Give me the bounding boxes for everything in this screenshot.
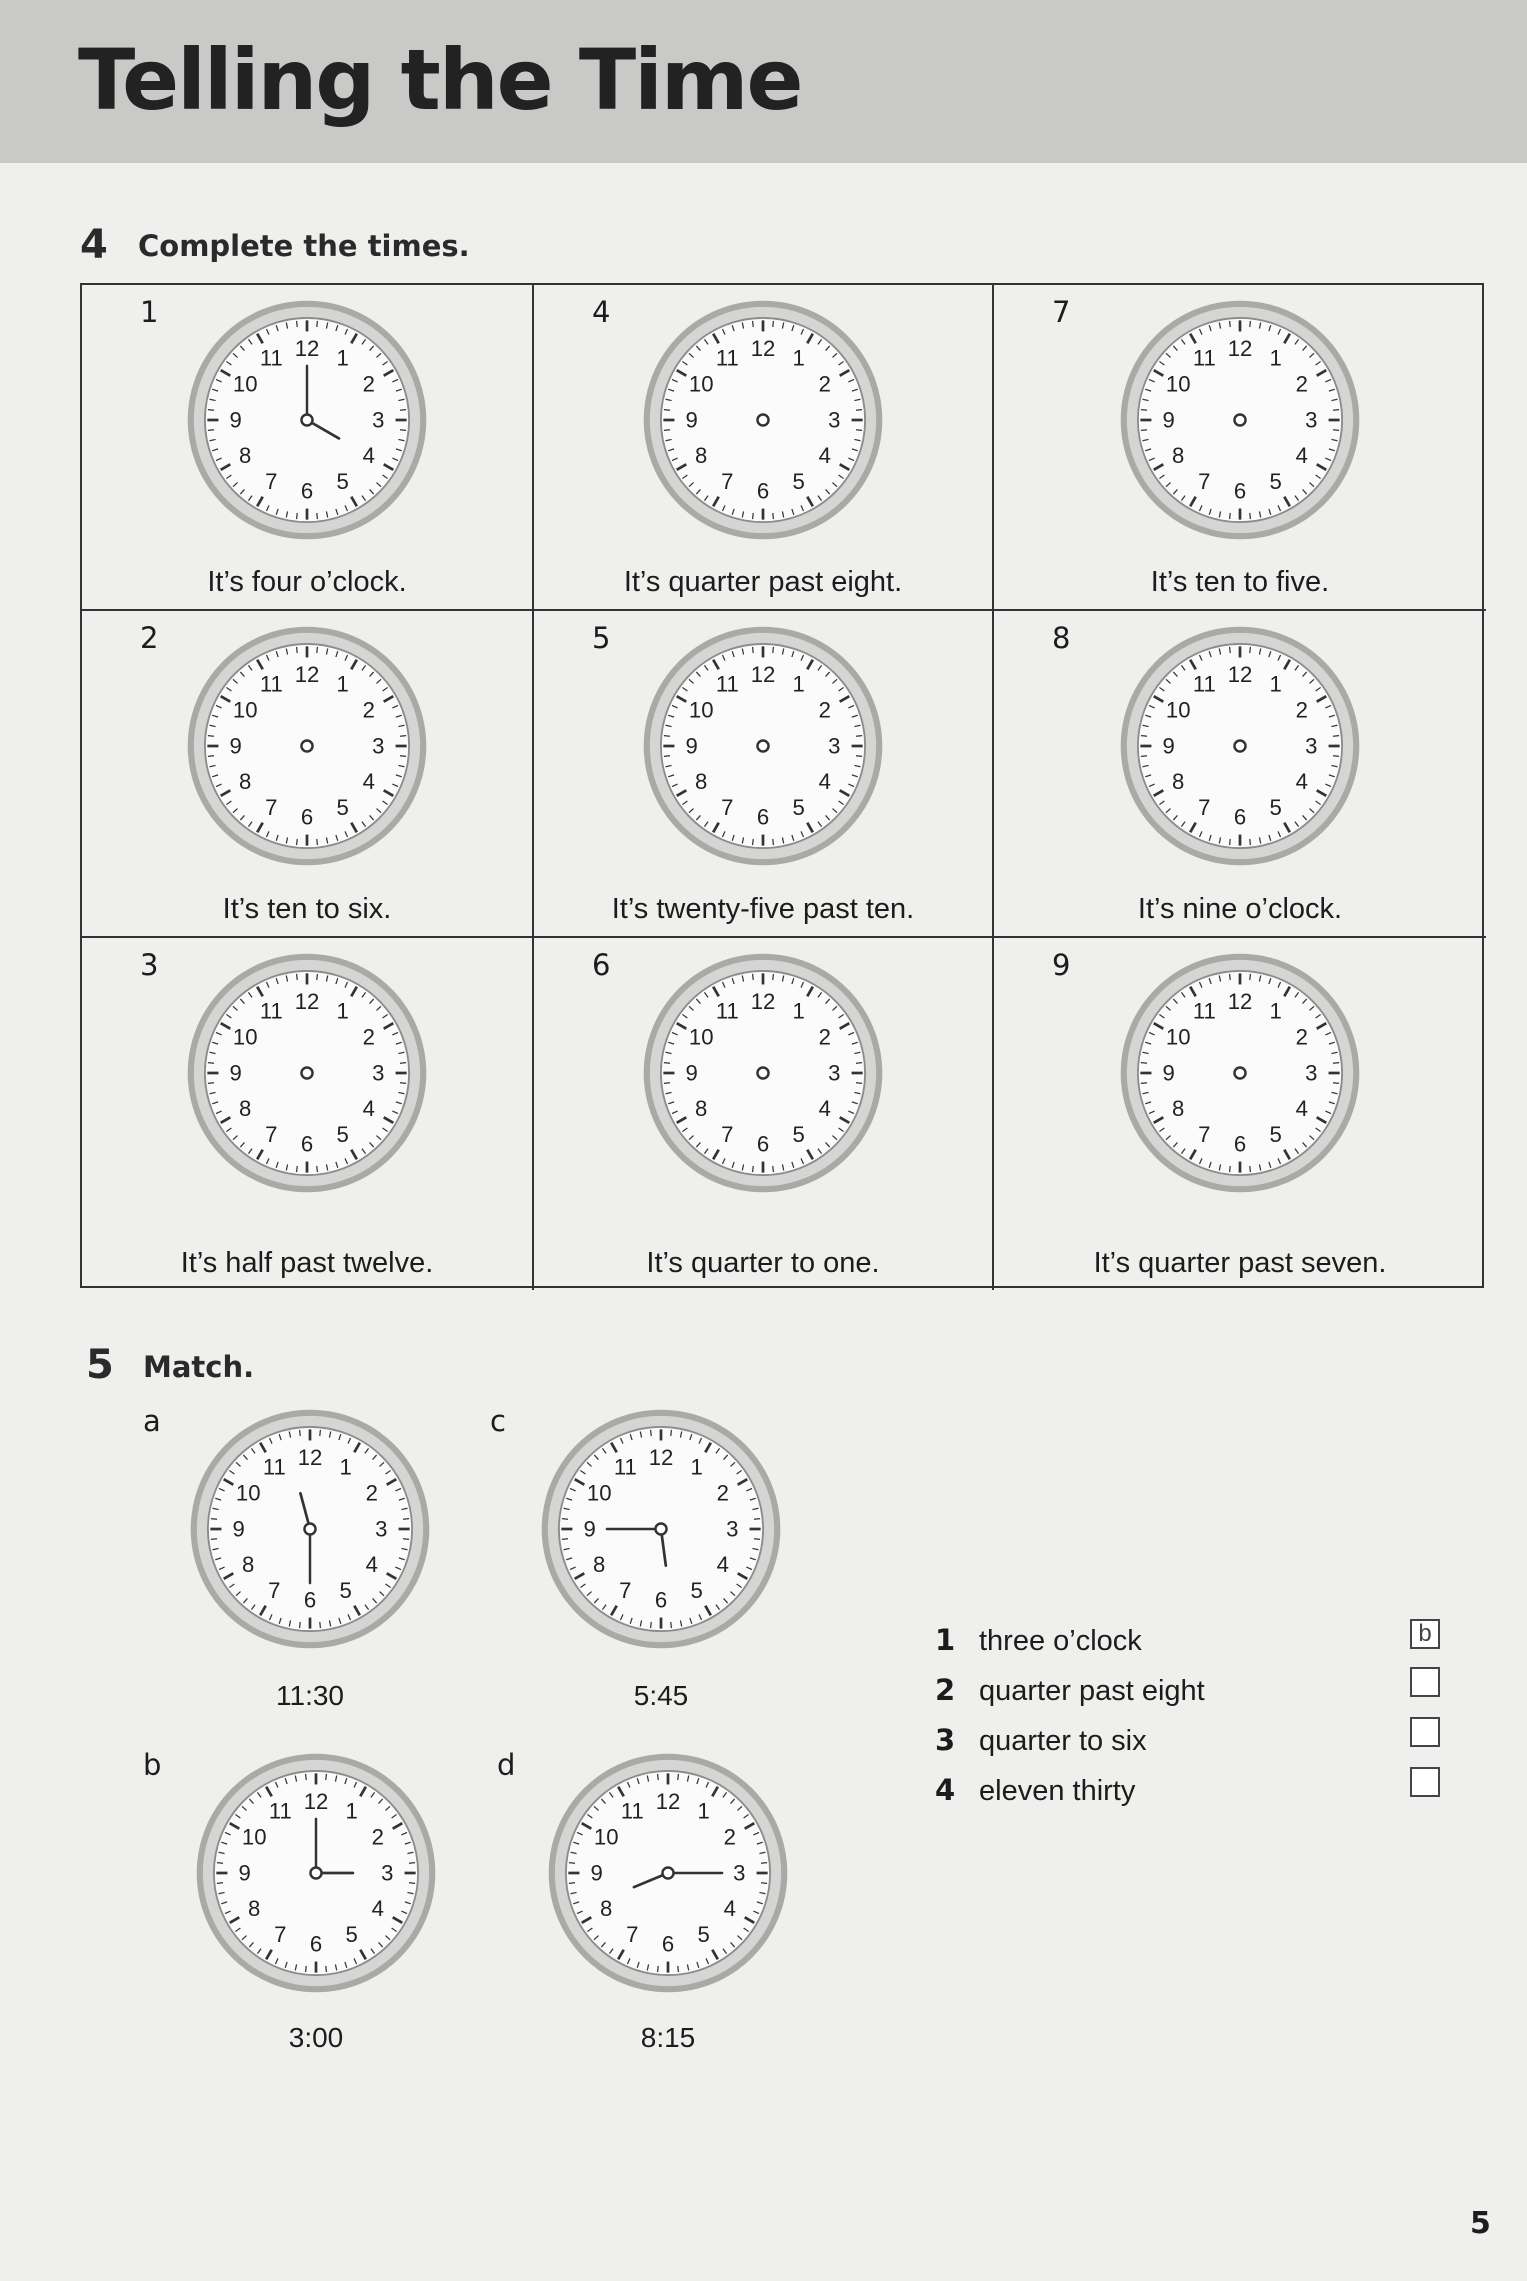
match-item-number: 1 [935, 1623, 956, 1657]
exercise-4-cell [82, 285, 534, 611]
clock-icon[interactable] [640, 950, 886, 1196]
match-item-text: three o’clock [979, 1625, 1142, 1657]
clock-icon[interactable] [1117, 950, 1363, 1196]
svg-text:1: 1 [697, 1798, 710, 1824]
svg-text:4: 4 [365, 1552, 378, 1578]
svg-text:3: 3 [828, 407, 841, 433]
clock-time-label: 11:30 [276, 1680, 344, 1711]
svg-text:2: 2 [818, 697, 831, 723]
svg-text:11: 11 [1192, 345, 1216, 371]
svg-text:5: 5 [336, 469, 349, 495]
svg-text:5: 5 [1269, 469, 1282, 495]
clock-time-label: 5:45 [633, 1680, 689, 1711]
svg-text:10: 10 [688, 697, 714, 723]
svg-text:10: 10 [235, 1480, 261, 1506]
svg-text:7: 7 [265, 1122, 278, 1148]
svg-text:6: 6 [756, 1131, 770, 1157]
svg-text:2: 2 [818, 371, 831, 397]
svg-text:4: 4 [818, 1096, 831, 1122]
exercise-4-cell [82, 938, 534, 1290]
svg-text:6: 6 [300, 1131, 314, 1157]
svg-text:8: 8 [695, 1096, 708, 1122]
exercise-4-cell [994, 611, 1486, 938]
item-number: 2 [140, 621, 159, 655]
match-item [935, 1623, 1295, 1658]
svg-text:8: 8 [1172, 443, 1185, 469]
svg-text:5: 5 [792, 1122, 805, 1148]
clock-icon[interactable] [1117, 297, 1363, 543]
svg-text:12: 12 [303, 1789, 329, 1815]
svg-text:9: 9 [1162, 1060, 1175, 1086]
clock-icon [545, 1750, 791, 1996]
svg-text:6: 6 [300, 804, 314, 830]
svg-text:6: 6 [756, 804, 770, 830]
svg-text:8: 8 [695, 769, 708, 795]
item-number: 4 [592, 295, 611, 329]
svg-text:8: 8 [242, 1552, 255, 1578]
svg-text:12: 12 [648, 1445, 674, 1471]
match-item [935, 1773, 1295, 1808]
svg-text:4: 4 [371, 1896, 384, 1922]
item-number: 7 [1052, 295, 1071, 329]
svg-text:11: 11 [613, 1454, 637, 1480]
svg-text:11: 11 [259, 671, 283, 697]
svg-text:9: 9 [229, 733, 242, 759]
answer-box[interactable] [1410, 1717, 1440, 1747]
svg-text:1: 1 [336, 998, 349, 1024]
clock-icon [184, 297, 430, 543]
svg-text:7: 7 [268, 1578, 281, 1604]
svg-text:6: 6 [1233, 1131, 1247, 1157]
svg-text:3: 3 [828, 733, 841, 759]
svg-text:5: 5 [345, 1922, 358, 1948]
svg-text:10: 10 [241, 1824, 267, 1850]
svg-text:6: 6 [303, 1587, 317, 1613]
svg-text:10: 10 [688, 371, 714, 397]
svg-text:5: 5 [792, 795, 805, 821]
svg-text:11: 11 [620, 1798, 644, 1824]
svg-text:2: 2 [818, 1024, 831, 1050]
item-number: 6 [592, 948, 611, 982]
svg-text:9: 9 [685, 1060, 698, 1086]
svg-text:2: 2 [1295, 1024, 1308, 1050]
svg-text:11: 11 [259, 345, 283, 371]
time-caption: It’s quarter to one. [646, 1247, 880, 1279]
svg-text:10: 10 [1165, 697, 1191, 723]
clock-icon[interactable] [640, 623, 886, 869]
match-item-text: quarter past eight [979, 1675, 1205, 1707]
svg-text:12: 12 [297, 1445, 323, 1471]
svg-text:2: 2 [362, 1024, 375, 1050]
svg-text:1: 1 [690, 1454, 703, 1480]
svg-text:12: 12 [1227, 989, 1253, 1015]
svg-text:8: 8 [695, 443, 708, 469]
exercise-4-instruction: Complete the times. [138, 229, 470, 263]
exercise-4-cell [534, 285, 994, 611]
page-number: 5 [1470, 2206, 1491, 2241]
exercise-4-cell [82, 611, 534, 938]
clock-icon[interactable] [184, 623, 430, 869]
time-caption: It’s half past twelve. [180, 1247, 434, 1279]
time-caption: It’s nine o’clock. [1137, 893, 1343, 925]
svg-text:9: 9 [590, 1860, 603, 1886]
svg-text:3: 3 [733, 1860, 746, 1886]
svg-text:9: 9 [238, 1860, 251, 1886]
svg-text:9: 9 [229, 407, 242, 433]
svg-text:1: 1 [1269, 671, 1282, 697]
svg-text:8: 8 [1172, 1096, 1185, 1122]
svg-text:11: 11 [1192, 998, 1216, 1024]
svg-text:8: 8 [239, 443, 252, 469]
svg-text:8: 8 [593, 1552, 606, 1578]
answer-box[interactable]: b [1410, 1619, 1440, 1649]
svg-text:2: 2 [1295, 697, 1308, 723]
svg-text:4: 4 [716, 1552, 729, 1578]
svg-text:3: 3 [1305, 1060, 1318, 1086]
svg-text:11: 11 [715, 998, 739, 1024]
svg-text:3: 3 [1305, 733, 1318, 759]
time-caption: It’s twenty-five past ten. [611, 893, 915, 925]
svg-text:4: 4 [362, 769, 375, 795]
svg-text:6: 6 [1233, 478, 1247, 504]
clock-time-label: 8:15 [640, 2022, 696, 2053]
svg-text:7: 7 [265, 469, 278, 495]
svg-text:11: 11 [715, 345, 739, 371]
answer-box[interactable] [1410, 1767, 1440, 1797]
svg-text:3: 3 [1305, 407, 1318, 433]
svg-text:12: 12 [750, 336, 776, 362]
svg-text:7: 7 [1198, 795, 1211, 821]
svg-text:10: 10 [688, 1024, 714, 1050]
exercise-5-number: 5 [86, 1342, 114, 1388]
svg-text:11: 11 [268, 1798, 292, 1824]
svg-text:10: 10 [232, 371, 258, 397]
answer-box[interactable] [1410, 1667, 1440, 1697]
svg-text:5: 5 [697, 1922, 710, 1948]
svg-text:2: 2 [716, 1480, 729, 1506]
svg-text:7: 7 [626, 1922, 639, 1948]
time-caption: It’s quarter past seven. [1093, 1247, 1387, 1279]
svg-text:12: 12 [750, 662, 776, 688]
match-item-number: 4 [935, 1773, 956, 1807]
svg-text:3: 3 [828, 1060, 841, 1086]
clock-icon [538, 1406, 784, 1652]
svg-text:6: 6 [654, 1587, 668, 1613]
svg-text:8: 8 [600, 1896, 613, 1922]
svg-text:8: 8 [239, 769, 252, 795]
svg-text:7: 7 [619, 1578, 632, 1604]
svg-text:1: 1 [345, 1798, 358, 1824]
svg-text:5: 5 [336, 1122, 349, 1148]
svg-text:4: 4 [1295, 443, 1308, 469]
svg-text:7: 7 [721, 469, 734, 495]
match-item-text: eleven thirty [979, 1775, 1136, 1807]
svg-text:3: 3 [381, 1860, 394, 1886]
clock-letter: b [143, 1748, 162, 1782]
svg-text:1: 1 [792, 998, 805, 1024]
clock-icon[interactable] [184, 950, 430, 1196]
match-item-text: quarter to six [979, 1725, 1147, 1757]
svg-text:2: 2 [365, 1480, 378, 1506]
svg-text:5: 5 [792, 469, 805, 495]
svg-text:4: 4 [362, 443, 375, 469]
svg-text:8: 8 [239, 1096, 252, 1122]
exercise-5-instruction: Match. [143, 1350, 255, 1384]
svg-text:2: 2 [371, 1824, 384, 1850]
svg-text:1: 1 [792, 345, 805, 371]
svg-text:6: 6 [661, 1931, 675, 1957]
svg-text:11: 11 [715, 671, 739, 697]
clock-time-label: 3:00 [288, 2022, 344, 2053]
svg-text:4: 4 [1295, 1096, 1308, 1122]
svg-text:10: 10 [232, 697, 258, 723]
clock-letter: a [143, 1404, 161, 1438]
svg-text:12: 12 [1227, 336, 1253, 362]
exercise-4-grid [80, 283, 1484, 1288]
exercise-4-number: 4 [80, 222, 108, 268]
svg-text:3: 3 [372, 1060, 385, 1086]
svg-text:1: 1 [1269, 998, 1282, 1024]
svg-text:4: 4 [723, 1896, 736, 1922]
time-caption: It’s ten to six. [222, 893, 392, 925]
svg-text:7: 7 [721, 1122, 734, 1148]
svg-text:4: 4 [362, 1096, 375, 1122]
svg-text:7: 7 [1198, 1122, 1211, 1148]
svg-text:10: 10 [1165, 1024, 1191, 1050]
svg-text:5: 5 [1269, 1122, 1282, 1148]
svg-text:4: 4 [818, 443, 831, 469]
svg-text:2: 2 [362, 371, 375, 397]
svg-text:12: 12 [294, 662, 320, 688]
svg-text:11: 11 [1192, 671, 1216, 697]
svg-text:5: 5 [336, 795, 349, 821]
svg-text:9: 9 [1162, 407, 1175, 433]
svg-text:6: 6 [300, 478, 314, 504]
match-item [935, 1723, 1295, 1758]
exercise-4-cell [994, 938, 1486, 1290]
svg-text:10: 10 [1165, 371, 1191, 397]
svg-text:10: 10 [593, 1824, 619, 1850]
time-caption: It’s ten to five. [1150, 566, 1330, 598]
svg-text:3: 3 [372, 407, 385, 433]
svg-text:12: 12 [1227, 662, 1253, 688]
match-item-number: 2 [935, 1673, 956, 1707]
svg-text:9: 9 [229, 1060, 242, 1086]
svg-text:10: 10 [586, 1480, 612, 1506]
svg-text:1: 1 [336, 671, 349, 697]
clock-letter: c [490, 1404, 506, 1438]
svg-text:1: 1 [792, 671, 805, 697]
exercise-4-cell [994, 285, 1486, 611]
svg-text:9: 9 [232, 1516, 245, 1542]
svg-text:5: 5 [690, 1578, 703, 1604]
svg-text:9: 9 [583, 1516, 596, 1542]
svg-text:7: 7 [1198, 469, 1211, 495]
svg-text:3: 3 [375, 1516, 388, 1542]
match-item [935, 1673, 1295, 1708]
item-number: 1 [140, 295, 159, 329]
svg-text:6: 6 [309, 1931, 323, 1957]
match-item-number: 3 [935, 1723, 956, 1757]
svg-text:2: 2 [362, 697, 375, 723]
svg-text:7: 7 [265, 795, 278, 821]
svg-text:4: 4 [818, 769, 831, 795]
svg-text:12: 12 [655, 1789, 681, 1815]
page-title: Telling the Time [78, 31, 802, 129]
svg-text:2: 2 [723, 1824, 736, 1850]
clock-icon[interactable] [640, 297, 886, 543]
svg-text:9: 9 [685, 407, 698, 433]
item-number: 5 [592, 621, 611, 655]
svg-text:2: 2 [1295, 371, 1308, 397]
svg-text:12: 12 [294, 336, 320, 362]
time-caption: It’s quarter past eight. [623, 566, 903, 598]
svg-text:9: 9 [685, 733, 698, 759]
svg-text:1: 1 [339, 1454, 352, 1480]
svg-text:10: 10 [232, 1024, 258, 1050]
svg-text:12: 12 [294, 989, 320, 1015]
svg-text:9: 9 [1162, 733, 1175, 759]
svg-text:1: 1 [1269, 345, 1282, 371]
svg-text:3: 3 [372, 733, 385, 759]
svg-text:12: 12 [750, 989, 776, 1015]
item-number: 9 [1052, 948, 1071, 982]
svg-text:5: 5 [339, 1578, 352, 1604]
clock-icon [193, 1750, 439, 1996]
svg-text:1: 1 [336, 345, 349, 371]
svg-text:11: 11 [259, 998, 283, 1024]
svg-text:8: 8 [248, 1896, 261, 1922]
item-number: 8 [1052, 621, 1071, 655]
svg-text:3: 3 [726, 1516, 739, 1542]
exercise-4-cell [534, 611, 994, 938]
svg-text:6: 6 [1233, 804, 1247, 830]
svg-text:7: 7 [274, 1922, 287, 1948]
svg-text:6: 6 [756, 478, 770, 504]
item-number: 3 [140, 948, 159, 982]
clock-icon[interactable] [1117, 623, 1363, 869]
svg-text:7: 7 [721, 795, 734, 821]
clock-letter: d [497, 1748, 516, 1782]
svg-text:4: 4 [1295, 769, 1308, 795]
svg-text:11: 11 [262, 1454, 286, 1480]
exercise-4-cell [534, 938, 994, 1290]
svg-text:5: 5 [1269, 795, 1282, 821]
time-caption: It’s four o’clock. [207, 566, 407, 598]
clock-icon [187, 1406, 433, 1652]
svg-text:8: 8 [1172, 769, 1185, 795]
